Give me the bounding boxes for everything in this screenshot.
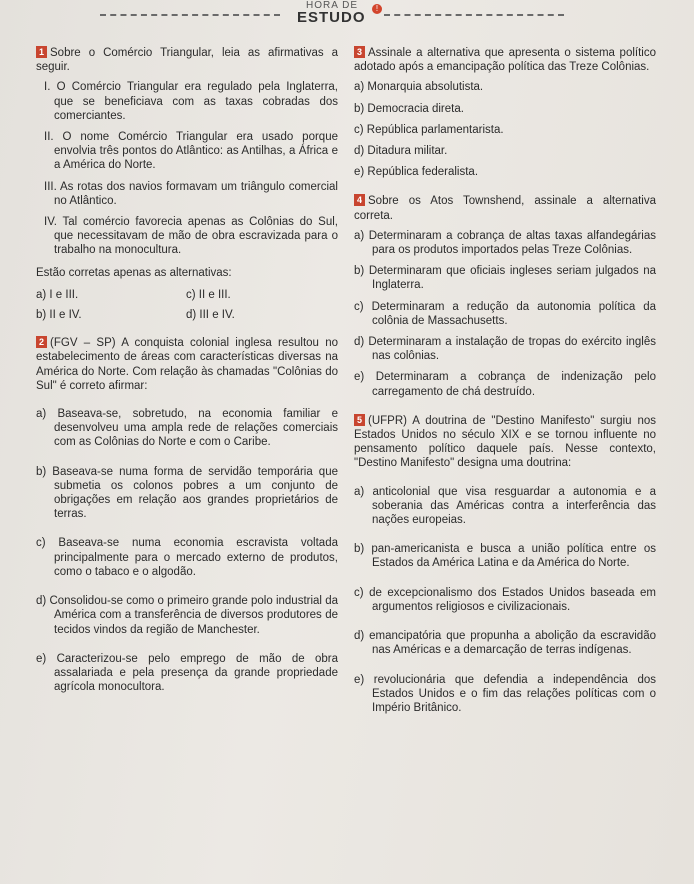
question-number: 3 — [354, 46, 365, 58]
option-c: c) Baseava-se numa economia escravista voltada principalmente para o mercado externo de produtos, como o tabaco e o algodão. — [36, 537, 338, 578]
question-2 — [36, 336, 338, 694]
question-1-intro — [36, 46, 338, 74]
option-d: d) Ditadura militar. — [354, 145, 448, 158]
header-divider-left — [100, 14, 280, 16]
option-b: b) II e IV. — [36, 309, 82, 322]
option-b: b) pan-americanista e busca a união política entre os Estados da América Latina e da América do Norte. — [354, 543, 656, 570]
left-column — [36, 46, 338, 701]
question-3-intro — [354, 46, 656, 74]
option-b: b) Determinaram que oficiais ingleses seriam julgados na Inglaterra. — [354, 265, 656, 292]
statement-3: III. As rotas dos navios formavam um triângulo comercial no Atlântico. — [44, 180, 338, 207]
question-4 — [354, 194, 656, 398]
question-number: 4 — [354, 194, 365, 206]
question-text: Sobre os Atos Townshend, assinale a alternativa correta. — [354, 195, 656, 222]
option-b: b) Baseava-se numa forma de servidão temporária que submetia os colonos pobres a um conjunto de obrigações em relação aos grandes proprietários de terras. — [36, 465, 338, 521]
option-row — [36, 288, 338, 302]
section-header — [0, 0, 694, 34]
question-number: 1 — [36, 46, 47, 58]
option-row — [36, 308, 338, 322]
question-2-intro — [36, 336, 338, 393]
question-3 — [354, 46, 656, 179]
question-1 — [36, 46, 338, 322]
option-e: e) República federalista. — [354, 166, 479, 179]
option-a: a) Monarquia absolutista. — [354, 81, 484, 94]
question-number: 2 — [36, 336, 47, 348]
option-d: d) emancipatória que propunha a abolição da escravidão nas Américas e a demarcação de terras indígenas. — [354, 630, 656, 657]
statement-4: IV. Tal comércio favorecia apenas as Colônias do Sul, que necessitavam de mão de obra escravizada para o trabalho na monocultura. — [44, 216, 338, 257]
statement-2: II. O nome Comércio Triangular era usado porque envolvia três pontos do Atlântico: as Antilhas, a África e a América do Norte. — [44, 131, 338, 172]
header-divider-right — [384, 14, 564, 16]
option-c: c) Determinaram a redução da autonomia política da colônia de Massachusetts. — [354, 300, 656, 327]
option-b: b) Democracia direta. — [354, 102, 464, 115]
header-subtitle: HORA DE — [306, 0, 359, 11]
option-a: a) anticolonial que visa resguardar a autonomia e a soberania das Américas contra a interferência das nações europeias. — [354, 485, 656, 527]
question-5 — [354, 414, 656, 715]
option-d: d) Consolidou-se como o primeiro grande polo industrial da América com a transferência de diversos produtores de tecidos vindos da região de Manchester. — [36, 595, 338, 636]
option-c: c) II e III. — [186, 288, 231, 301]
question-1-ask: Estão corretas apenas as alternativas: — [36, 266, 232, 279]
question-5-intro — [354, 414, 656, 471]
option-e: e) Caracterizou-se pelo emprego de mão de obra assalariada e pela presença da grande propriedade agrícola monocultora. — [36, 652, 338, 694]
option-a: a) I e III. — [36, 288, 79, 301]
option-e: e) Determinaram a cobrança de indenização pelo carregamento de chá destruído. — [354, 371, 656, 398]
header-title: ESTUDO — [297, 9, 366, 26]
option-d: d) Determinaram a instalação de tropas do exército inglês nas colônias. — [354, 336, 656, 363]
right-column — [354, 46, 656, 722]
option-a: a) Determinaram a cobrança de altas taxas alfandegárias para os produtos importados pelas Treze Colônias. — [354, 229, 656, 257]
question-number: 5 — [354, 414, 365, 426]
question-4-intro — [354, 194, 656, 222]
alert-icon: ! — [372, 4, 382, 14]
option-e: e) revolucionária que defendia a independência dos Estados Unidos e o fim das relações políticas com o Império Britânico. — [354, 673, 656, 714]
question-text: Sobre o Comércio Triangular, leia as afirmativas a seguir. — [36, 47, 338, 74]
question-text: Assinale a alternativa que apresenta o sistema político adotado após a emancipação política das Treze Colônias. — [354, 47, 656, 74]
option-d: d) III e IV. — [186, 309, 235, 322]
question-text: (UFPR) A doutrina de "Destino Manifesto" surgiu nos Estados Unidos no século XIX e se tornou influente no pensamento político daquele país. Nesse contexto, "Destino Manifesto" designa uma doutrina: — [354, 414, 656, 470]
option-c: c) de excepcionalismo dos Estados Unidos baseada em argumentos religiosos e civilizacionais. — [354, 586, 656, 613]
statement-1: I. O Comércio Triangular era regulado pela Inglaterra, que se beneficiava com as taxas cobradas dos comerciantes. — [44, 81, 338, 122]
option-c: c) República parlamentarista. — [354, 123, 504, 136]
option-a: a) Baseava-se, sobretudo, na economia familiar e desenvolveu uma ampla rede de relações comerciais com as Colônias do Norte e com o Caribe. — [36, 408, 338, 449]
question-text: (FGV – SP) A conquista colonial inglesa resultou no estabelecimento de áreas com características diversas na América do Norte. Com relação às chamadas "Colônias do Sul" é correto afirmar: — [36, 337, 338, 392]
